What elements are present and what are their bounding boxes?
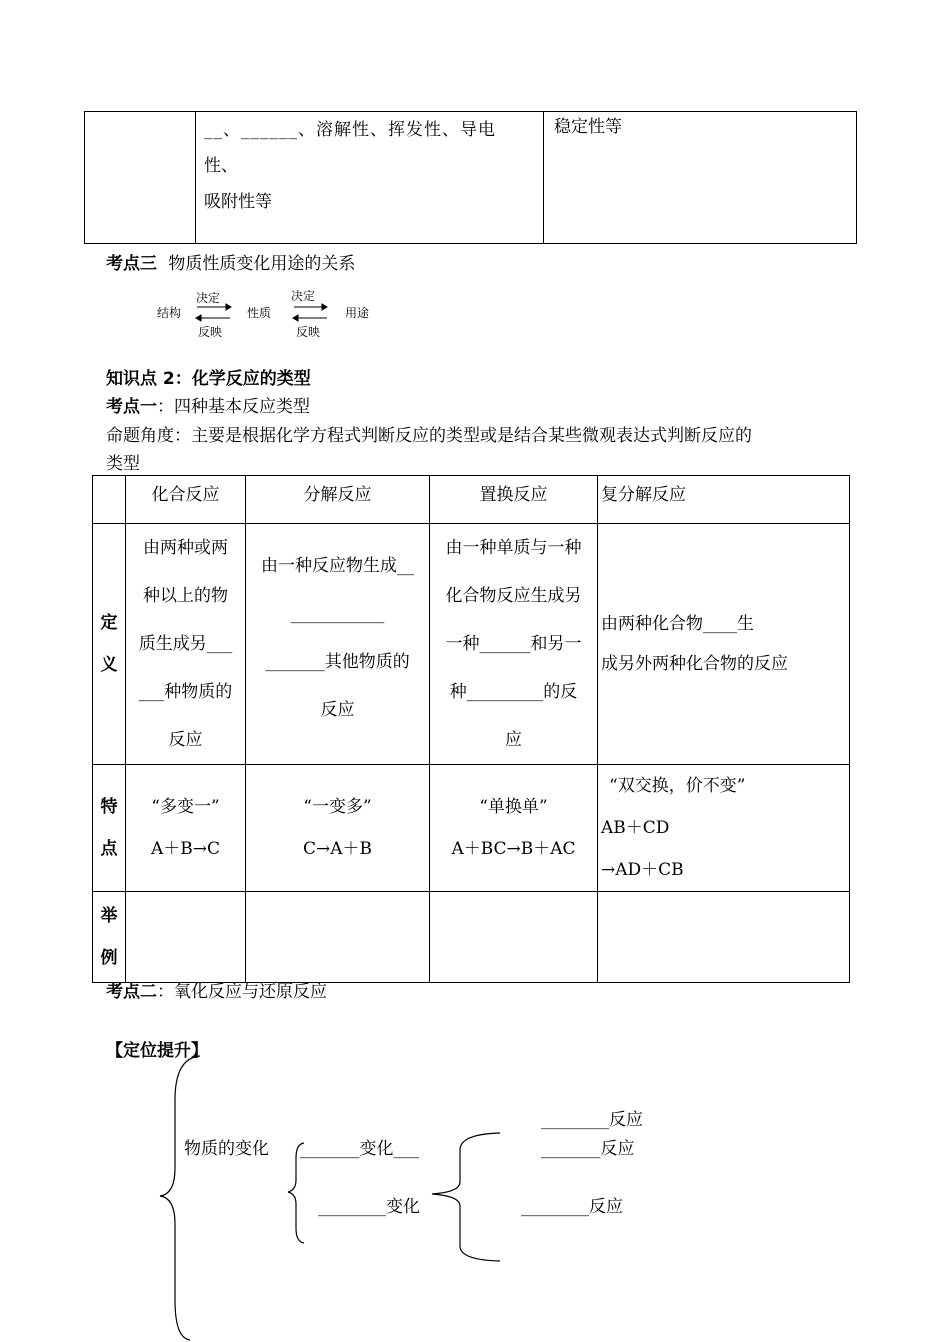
example-double: [598, 892, 850, 983]
header-displacement: 置换反应: [430, 476, 598, 524]
diagram-branch1: _______变化___: [300, 1139, 419, 1159]
def-combination: 由两种或两 种以上的物 质生成另___ ___种物质的 反应: [126, 524, 246, 765]
top-right-text: 稳定性等: [554, 117, 622, 137]
diagram-leaf2: _______反应: [541, 1139, 635, 1159]
top-table: [84, 111, 857, 244]
diagram-leaf3: ________反应: [521, 1197, 623, 1217]
feat-combination: “多变一” A＋B→C: [126, 765, 246, 892]
def-double: 由两种化合物____生 成另外两种化合物的反应: [598, 524, 850, 765]
reaction-types-table: [92, 475, 850, 983]
kaodian1-heading: [106, 392, 310, 417]
kaodian2-heading: [106, 977, 327, 1002]
header-double: 复分解反应: [598, 476, 850, 524]
top-middle-line2: 性、: [204, 156, 238, 176]
example-row: [93, 892, 850, 983]
top-middle-line1: __、______、溶解性、挥发性、导电: [204, 120, 496, 140]
definition-label: 定 义: [93, 524, 126, 765]
dingwei-heading: 【定位提升】: [106, 1041, 208, 1061]
kaodian2-label: 考点二: [106, 982, 157, 1002]
top-table-empty-cell: [85, 112, 196, 244]
top-table-right-cell: [544, 112, 857, 244]
feat-displacement: “单换单” A＋BC→B＋AC: [430, 765, 598, 892]
diagram-root: 物质的变化: [184, 1139, 269, 1159]
right-brace: [432, 1133, 500, 1261]
top-table-middle-cell: [196, 112, 544, 244]
relation-decide1: 决定: [196, 291, 221, 305]
example-label: 举 例: [93, 892, 126, 983]
relation-structure: 结构: [157, 306, 182, 320]
kaodian3-heading: [106, 249, 355, 274]
diagram-leaf1: ________反应: [541, 1110, 643, 1130]
feat-double: “双交换，价不变” AB＋CD →AD＋CB: [598, 765, 850, 892]
mingti-line2: 类型: [106, 454, 140, 474]
kaodian1-label: 考点一: [106, 397, 157, 417]
feature-row: [93, 765, 850, 892]
relation-use: 用途: [345, 306, 370, 320]
header-empty-cell: [93, 476, 126, 524]
kaodian2-text: ：氧化反应与还原反应: [157, 982, 327, 1002]
header-combination: 化合反应: [126, 476, 246, 524]
relation-decide2: 决定: [291, 289, 316, 303]
example-decomposition: [246, 892, 430, 983]
kaodian3-label: 考点三: [106, 254, 157, 274]
def-decomposition: 由一种反应物生成__ ___________ _______其他物质的 反应: [246, 524, 430, 765]
kaodian3-text: 物质性质变化用途的关系: [168, 254, 356, 274]
reaction-table-header-row: [93, 476, 850, 524]
big-brace: [160, 1056, 200, 1340]
diagram-branch2: ________变化: [318, 1197, 420, 1217]
def-displacement: 由一种单质与一种 化合物反应生成另 一种______和另一 种_________的反 应: [430, 524, 598, 765]
relation-property: 性质: [247, 306, 272, 320]
kaodian1-text: ：四种基本反应类型: [157, 397, 310, 417]
definition-row: [93, 524, 850, 765]
feature-label: 特 点: [93, 765, 126, 892]
relation-reflect2: 反映: [296, 325, 321, 339]
relation-reflect1: 反映: [198, 325, 223, 339]
knowledge2-heading: 知识点 2：化学反应的类型: [106, 369, 311, 389]
example-combination: [126, 892, 246, 983]
mingti-line1: 命题角度：主要是根据化学方程式判断反应的类型或是结合某些微观表达式判断反应的: [106, 426, 752, 446]
example-displacement: [430, 892, 598, 983]
feat-decomposition: “一变多” C→A＋B: [246, 765, 430, 892]
header-decomposition: 分解反应: [246, 476, 430, 524]
top-middle-line3: 吸附性等: [204, 192, 272, 212]
